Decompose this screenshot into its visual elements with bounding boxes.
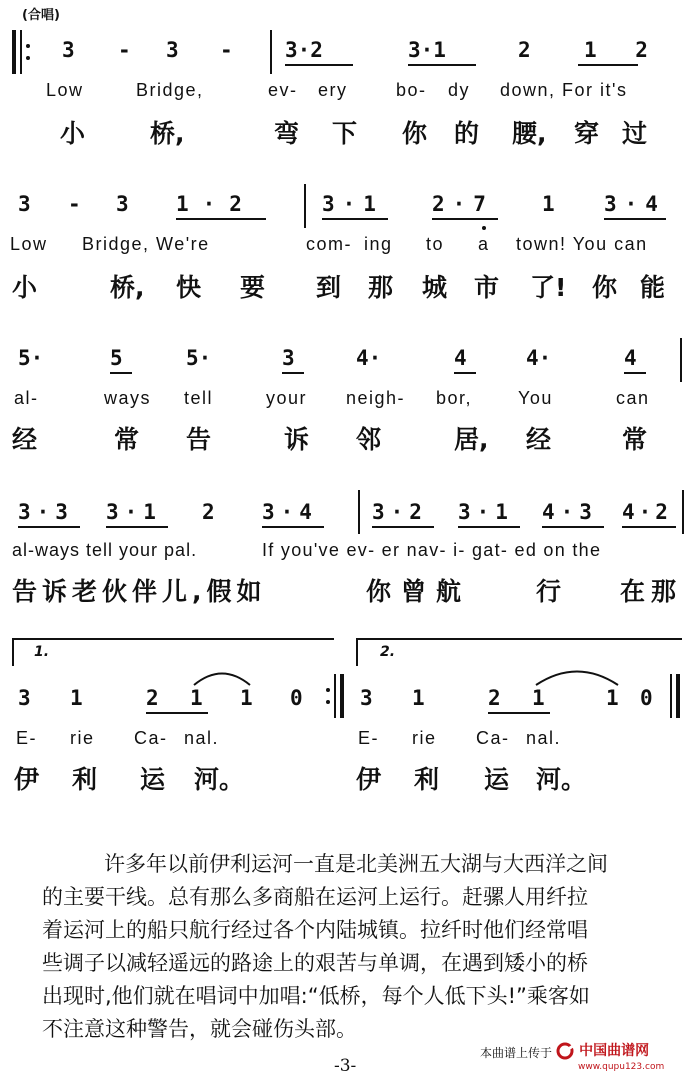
note: 1 <box>412 686 425 710</box>
beam-underline <box>432 218 498 220</box>
tie-arc <box>190 668 254 688</box>
note: 1 <box>240 686 253 710</box>
lyric-en: rie <box>70 728 95 748</box>
note: 4 <box>624 346 637 370</box>
lyric-zh: 城 <box>422 273 448 302</box>
volta-marker: 2. <box>380 644 396 660</box>
lyric-zh: 过 <box>622 119 648 148</box>
lyric-en: al-ways tell your pal. <box>12 540 198 560</box>
note: 3 <box>62 38 75 62</box>
lyric-en: Bridge, We're <box>82 234 210 254</box>
lyric-zh: 在那 <box>620 577 683 606</box>
note: 4 <box>454 346 467 370</box>
note: 3·4 <box>262 500 318 524</box>
barline <box>270 30 272 74</box>
beam-underline <box>282 372 304 374</box>
lyric-zh: 伊 <box>14 765 40 794</box>
note: - <box>68 192 81 216</box>
site-logo[interactable] <box>556 1040 649 1060</box>
lyric-en: al- <box>14 388 39 408</box>
note: 5· <box>18 346 44 370</box>
upload-note: 本曲谱上传于 <box>480 1046 553 1060</box>
lyric-zh: 告 <box>186 425 212 454</box>
note: 3·1 <box>458 500 514 524</box>
note: 4· <box>526 346 552 370</box>
lyric-en: town! You can <box>516 234 648 254</box>
note: 1 2 <box>584 38 661 62</box>
note: 2 <box>488 686 501 710</box>
paragraph-line: 的主要干线。总有那么多商船在运河上运行。赶骡人用纤拉 <box>42 885 588 909</box>
lyric-zh: 小 <box>12 273 38 302</box>
lyric-en: can <box>616 388 650 408</box>
barline <box>358 490 360 534</box>
note: 3 <box>116 192 129 216</box>
lyric-zh: 居, <box>454 425 489 454</box>
barline <box>682 490 684 534</box>
beam-underline <box>488 712 550 714</box>
lyric-zh: 告诉老伙伴儿,假如 <box>12 577 267 606</box>
final-thin-bar <box>670 674 672 718</box>
beam-underline <box>578 64 638 66</box>
beam-underline <box>622 526 676 528</box>
lyric-en: com- <box>306 234 352 254</box>
note: 1 <box>190 686 203 710</box>
note: 3 <box>360 686 373 710</box>
site-url[interactable]: www.qupu123.com <box>578 1062 665 1072</box>
lyric-en: Ca- <box>134 728 168 748</box>
final-thick-bar <box>676 674 680 718</box>
note: 3·2 <box>285 38 323 62</box>
paragraph-line: 些调子以减轻遥远的路途上的艰苦与单调，在遇到矮小的桥 <box>42 951 588 975</box>
barline <box>680 338 682 382</box>
lyric-zh: 经 <box>12 425 38 454</box>
lyric-en: tell <box>184 388 214 408</box>
lyric-en: nal. <box>526 728 562 748</box>
low-octave-dot <box>482 226 486 230</box>
lyric-zh: 经 <box>526 425 552 454</box>
lyric-zh: 那 <box>368 273 394 302</box>
repeat-start-thick-bar <box>12 30 16 74</box>
section-label: (合唱) <box>22 8 60 23</box>
note: 1 <box>542 192 555 216</box>
note: 3 <box>282 346 295 370</box>
lyric-zh: 弯 <box>274 119 300 148</box>
lyric-en: Low <box>46 80 84 100</box>
volta-bracket-top <box>12 638 334 640</box>
lyric-zh: 常 <box>622 425 648 454</box>
lyric-zh: 运 <box>484 765 510 794</box>
repeat-end-thin-bar <box>334 674 336 718</box>
lyric-en: bo- <box>396 80 427 100</box>
lyric-zh: 小 <box>60 119 86 148</box>
lyric-zh: 能 <box>640 273 666 302</box>
repeat-dot <box>26 56 30 60</box>
logo-icon <box>556 1042 574 1060</box>
note: 3·2 <box>372 500 428 524</box>
beam-underline <box>408 64 476 66</box>
beam-underline <box>604 218 666 220</box>
lyric-zh: 利 <box>72 765 98 794</box>
beam-underline <box>146 712 208 714</box>
note: 1 <box>70 686 83 710</box>
lyric-en: bor, <box>436 388 473 408</box>
beam-underline <box>106 526 168 528</box>
lyric-en: down, For it's <box>500 80 628 100</box>
lyric-en: You <box>518 388 553 408</box>
lyric-en: If you've ev- er nav- i- gat- ed on the <box>262 540 602 560</box>
beam-underline <box>285 64 353 66</box>
lyric-en: nal. <box>184 728 220 748</box>
lyric-zh: 快 <box>176 273 202 302</box>
beam-underline <box>624 372 646 374</box>
lyric-zh: 伊 <box>356 765 382 794</box>
note: 4·3 <box>542 500 598 524</box>
lyric-zh: 要 <box>240 273 266 302</box>
beam-underline <box>458 526 520 528</box>
note: 2·7 <box>432 192 494 216</box>
site-brand-name: 中国曲谱网 <box>579 1043 650 1059</box>
lyric-zh: 了! <box>530 273 567 302</box>
volta-bracket-left <box>12 638 14 666</box>
note: 3 <box>18 686 31 710</box>
lyric-en: E- <box>16 728 37 748</box>
lyric-zh: 到 <box>316 273 342 302</box>
lyric-zh: 桥, <box>110 273 145 302</box>
note: 1·2 <box>176 192 256 216</box>
lyric-en: to <box>426 234 445 254</box>
lyric-en: a <box>478 234 490 254</box>
paragraph-line: 出现时,他们就在唱词中加唱:“低桥，每个人低下头!”乘客如 <box>42 984 590 1008</box>
beam-underline <box>110 372 132 374</box>
lyric-zh: 常 <box>114 425 140 454</box>
lyric-en: Bridge, <box>136 80 204 100</box>
lyric-zh: 的 <box>454 119 480 148</box>
beam-underline <box>542 526 604 528</box>
lyric-en: Ca- <box>476 728 510 748</box>
lyric-zh: 行 <box>536 577 562 606</box>
tie-arc <box>532 666 622 688</box>
lyric-en: Low <box>10 234 48 254</box>
repeat-start-thin-bar <box>20 30 22 74</box>
repeat-dot <box>326 700 330 704</box>
lyric-en: ery <box>318 80 348 100</box>
note: 3·3 <box>18 500 74 524</box>
paragraph-line: 许多年以前伊利运河一直是北美洲五大湖与大西洋之间 <box>104 852 608 876</box>
note: 4·2 <box>622 500 672 524</box>
lyric-zh: 你曾航 <box>366 577 472 606</box>
beam-underline <box>262 526 324 528</box>
note: 2 <box>518 38 531 62</box>
note: 1 <box>606 686 619 710</box>
barline <box>304 184 306 228</box>
volta-bracket-left <box>356 638 358 666</box>
lyric-zh: 下 <box>332 119 358 148</box>
beam-underline <box>176 218 266 220</box>
lyric-zh: 腰, <box>512 119 547 148</box>
lyric-en: neigh- <box>346 388 406 408</box>
note: 2 <box>202 500 215 524</box>
note: - <box>220 38 233 62</box>
lyric-zh: 穿 <box>574 119 600 148</box>
lyric-zh: 利 <box>414 765 440 794</box>
description-paragraph <box>42 848 694 1046</box>
note: - <box>118 38 131 62</box>
note: 5· <box>186 346 212 370</box>
lyric-en: rie <box>412 728 437 748</box>
beam-underline <box>372 526 434 528</box>
lyric-zh: 运 <box>140 765 166 794</box>
lyric-zh: 桥, <box>150 119 185 148</box>
note: 2 <box>146 686 159 710</box>
note: 0 <box>640 686 653 710</box>
note: 3·1 <box>408 38 446 62</box>
note: 3·1 <box>106 500 162 524</box>
beam-underline <box>454 372 476 374</box>
repeat-dot <box>326 688 330 692</box>
lyric-en: ev- <box>268 80 298 100</box>
lyric-zh: 市 <box>474 273 500 302</box>
note: 4· <box>356 346 382 370</box>
lyric-en: ways <box>104 388 152 408</box>
lyric-zh: 你 <box>402 119 428 148</box>
note: 3·1 <box>322 192 384 216</box>
note: 3 <box>18 192 31 216</box>
volta-bracket-top <box>356 638 682 640</box>
lyric-en: ing <box>364 234 393 254</box>
repeat-end-thick-bar <box>340 674 344 718</box>
note: 3 <box>166 38 179 62</box>
lyric-zh: 河。 <box>194 765 245 794</box>
lyric-en: E- <box>358 728 379 748</box>
lyric-zh: 你 <box>592 273 618 302</box>
volta-marker: 1. <box>34 644 50 660</box>
note: 5 <box>110 346 123 370</box>
note: 3·4 <box>604 192 666 216</box>
lyric-zh: 河。 <box>536 765 587 794</box>
paragraph-line: 着运河上的船只航行经过各个内陆城镇。拉纤时他们经常唱 <box>42 918 588 942</box>
page-number: -3- <box>334 1056 357 1076</box>
note: 0 <box>290 686 303 710</box>
note: 1 <box>532 686 545 710</box>
lyric-zh: 诉 <box>284 425 310 454</box>
paragraph-line: 不注意这种警告，就会碰伤头部。 <box>42 1017 357 1041</box>
repeat-dot <box>26 44 30 48</box>
lyric-en: your <box>266 388 308 408</box>
beam-underline <box>322 218 388 220</box>
lyric-en: dy <box>448 80 471 100</box>
beam-underline <box>18 526 80 528</box>
lyric-zh: 邻 <box>356 425 382 454</box>
